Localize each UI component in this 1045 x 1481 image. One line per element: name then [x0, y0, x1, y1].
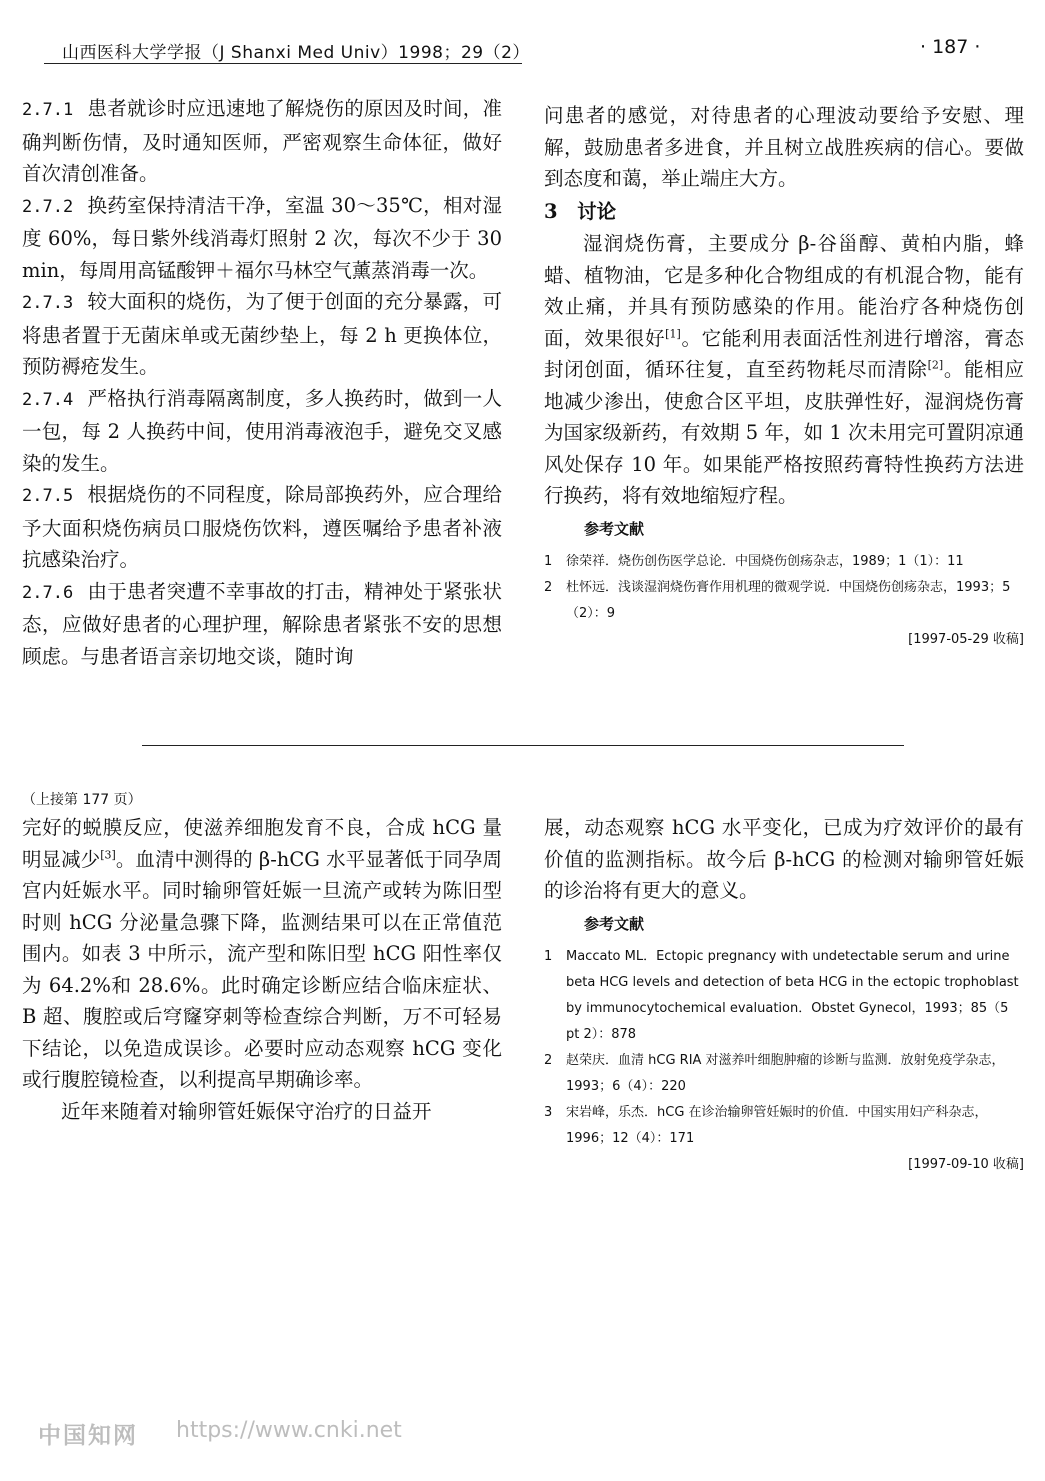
page-number: · 187 · — [920, 36, 981, 58]
paragraph-2-7-6 — [22, 576, 502, 673]
section-number: 2.7.1 — [22, 100, 74, 120]
paragraph-2-7-2 — [22, 190, 502, 287]
paragraph-2-7-5 — [22, 479, 502, 576]
paragraph-text: 完好的蜕膜反应，使滋养细胞发育不良，合成 hCG 量明显减少 — [22, 816, 502, 871]
citation: [3] — [100, 848, 116, 861]
cnki-logo: 中国知网 — [38, 1423, 138, 1449]
upper-left-column — [22, 93, 502, 672]
paragraph-text: 严格执行消毒隔离制度，多人换药时，做到一人一包，每 2 人换药中间，使用消毒液泡手，避免交叉感染的发生。 — [22, 386, 502, 475]
citation: [1] — [665, 327, 681, 340]
continued-from-note: （上接第 177 页） — [22, 792, 142, 808]
journal-header: 山西医科大学学报（J Shanxi Med Univ）1998；29（2） — [62, 43, 530, 63]
paragraph-text: 。能相应地减少渗出，使愈合区平坦，皮肤弹性好，湿润烧伤膏为国家级新药，有效期 5 年，如 1 次未用完可置阴凉通风处保存 10 年。如果能严格按照药膏特性换药方法进行换药，将有效地缩短疗程。 — [544, 358, 1024, 507]
reference-text: 徐荣祥．烧伤创伤医学总论．中国烧伤创疡杂志，1989；1（1）：11 — [566, 554, 964, 569]
continuation-text: 展，动态观察 hCG 水平变化，已成为疗效评价的最有价值的监测指标。故今后 β-hCG 的检测对输卵管妊娠的诊治将有更大的意义。 — [544, 816, 1024, 902]
cnki-url[interactable]: https://www.cnki.net — [176, 1418, 402, 1443]
section-number: 2.7.3 — [22, 293, 74, 313]
reference-text: 宋岩峰，乐杰．hCG 在诊治输卵管妊娠时的价值．中国实用妇产科杂志，1996；12（4）：171 — [566, 1105, 988, 1146]
reference-item — [544, 575, 1024, 627]
discussion-paragraph — [544, 228, 1024, 512]
continued-paragraph — [22, 812, 502, 1096]
upper-right-column — [544, 100, 1024, 653]
reference-text: Maccato ML．Ectopic pregnancy with undetectable serum and urine beta HCG levels and detection of beta HCG in the ectopic trophoblast by immunocytochemical evaluation．Obstet Gynecol，1993；85（5 pt 2）：878 — [566, 949, 1019, 1042]
reference-number: 1 — [544, 949, 553, 964]
section-number: 2.7.4 — [22, 389, 74, 410]
header-rule — [44, 63, 522, 64]
lower-right-column — [544, 812, 1024, 1178]
reference-number: 2 — [544, 580, 553, 595]
reference-item — [544, 944, 1024, 1048]
lower-left-column — [22, 812, 502, 1127]
received-date: [1997-05-29 收稿] — [908, 632, 1024, 647]
paragraph-text: 换药室保持清洁干净，室温 30～35℃，相对湿度 60%，每日紫外线消毒灯照射 2 次，每次不少于 30 min，每周用高锰酸钾＋福尔马林空气薰蒸消毒一次。 — [22, 193, 502, 282]
paragraph-2-7-1 — [22, 93, 502, 190]
paragraph-text: 根据烧伤的不同程度，除局部换药外，应合理给予大面积烧伤病员口服烧伤饮料，遵医嘱给予患者补液抗感染治疗。 — [22, 483, 502, 571]
paragraph-text: 患者就诊时应迅速地了解烧伤的原因及时间，准确判断伤情，及时通知医师，严密观察生命体征，做好首次清创准备。 — [22, 97, 502, 185]
citation: [2] — [927, 358, 944, 372]
references-title: 参考文献 — [584, 519, 645, 538]
reference-number: 2 — [544, 1053, 553, 1068]
paragraph-text: 由于患者突遭不幸事故的打击，精神处于紧张状态，应做好患者的心理护理，解除患者紧张不安的思想顾虑。与患者语言亲切地交谈，随时询 — [22, 579, 502, 668]
paragraph: 近年来随着对输卵管妊娠保守治疗的日益开 — [61, 1099, 432, 1123]
reference-number: 1 — [544, 554, 553, 569]
reference-text: 杜怀远．浅谈湿润烧伤膏作用机理的微观学说．中国烧伤创疡杂志，1993；5（2）：9 — [566, 580, 1011, 621]
references-title: 参考文献 — [584, 914, 645, 933]
reference-item — [544, 1100, 1024, 1152]
paragraph-text: 湿润烧伤膏，主要成分 β-谷甾醇、黄柏内脂，蜂蜡、植物油，它是多种化合物组成的有机混合物，能有效止痛，并具有预防感染的作用。能治疗各种烧伤创面，效果很好 — [544, 232, 1024, 350]
reference-text: 赵荣庆．血清 hCG RIA 对滋养叶细胞肿瘤的诊断与监测．放射免疫学杂志，1993；6（4）：220 — [566, 1053, 1005, 1094]
paragraph-2-7-4 — [22, 383, 502, 480]
reference-item — [544, 549, 1024, 575]
reference-number: 3 — [544, 1105, 553, 1120]
section-divider — [142, 745, 904, 746]
paragraph-text: 。血清中测得的 β-hCG 水平显著低于同孕周宫内妊娠水平。同时输卵管妊娠一旦流产或转为陈旧型时则 hCG 分泌量急骤下降，监测结果可以在正常值范围内。如表 3 中所示，流产型和陈旧型 hCG 阳性率仅为 64.2%和 28.6%。此时确定诊断应结合临床症状、B 超、腹腔或后穹窿穿刺等检查综合判断，万不可轻易下结论，以免造成误诊。必要时应动态观察 hCG 变化或行腹腔镜检查，以利提高早期确诊率。 — [22, 847, 502, 1091]
reference-item — [544, 1048, 1024, 1100]
section-heading-discussion: 3 讨论 — [544, 199, 617, 223]
received-date: [1997-09-10 收稿] — [908, 1157, 1024, 1172]
section-number: 2.7.5 — [22, 486, 74, 506]
paragraph-2-7-3 — [22, 286, 502, 383]
paragraph-text: 。它能利用表面活性剂进行增溶，膏态封闭创面，循环往复，直至药物耗尽而清除 — [544, 326, 1024, 381]
paragraph-text: 较大面积的烧伤，为了便于创面的充分暴露，可将患者置于无菌床单或无菌纱垫上，每 2 h 更换体位，预防褥疮发生。 — [22, 290, 502, 378]
continuation-text: 问患者的感觉，对待患者的心理波动要给予安慰、理解，鼓励患者多进食，并且树立战胜疾病的信心。要做到态度和蔼，举止端庄大方。 — [544, 104, 1024, 190]
section-number: 2.7.6 — [22, 582, 74, 603]
section-number: 2.7.2 — [22, 196, 74, 217]
